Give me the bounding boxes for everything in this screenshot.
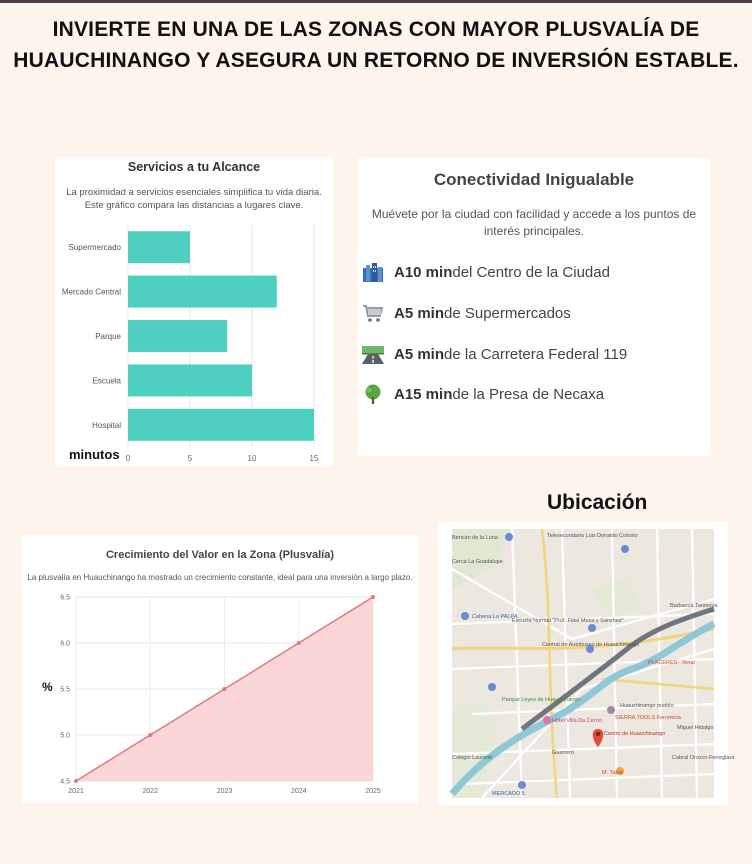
category-label: Mercado Central xyxy=(61,287,121,297)
map-label: Guerrero xyxy=(552,750,575,756)
data-point xyxy=(74,779,78,783)
category-label: Hospital xyxy=(92,420,121,430)
y-tick-label: 5.5 xyxy=(60,686,70,694)
top-border xyxy=(0,0,752,3)
connectivity-item-city xyxy=(362,261,610,283)
map-label: Centro de Huauchinango xyxy=(604,731,666,737)
connectivity-item-text: de la Carretera Federal 119 xyxy=(444,345,628,363)
x-tick-label: 2023 xyxy=(216,788,233,795)
x-tick-label: 2021 xyxy=(68,788,84,795)
map-label: Colegio Laurenti xyxy=(452,755,493,761)
map-label: Cerca La Guadalupe xyxy=(452,559,503,565)
x-tick-label: 2022 xyxy=(142,788,159,795)
data-point xyxy=(148,733,152,737)
data-point xyxy=(297,641,301,645)
connectivity-item-time: A15 min xyxy=(394,385,453,403)
y-tick-label: 6.5 xyxy=(60,594,70,602)
x-tick-label: 2025 xyxy=(365,788,381,795)
map-label: Cebena La PALPA xyxy=(472,614,518,620)
connectivity-card xyxy=(358,158,710,456)
connectivity-item-text: de Supermercados xyxy=(444,304,571,322)
connectivity-item-text: del Centro de la Ciudad xyxy=(452,263,610,281)
map-label: Parque Leyes de Huauchinango xyxy=(502,697,581,703)
bar xyxy=(128,231,190,263)
map-label: Hotel Villa Da Cerno xyxy=(552,718,602,724)
map-label: Bencán de la Luna xyxy=(452,535,498,541)
plusvalia-card xyxy=(22,535,418,803)
map-label: Cabral Orozco Ferreglara xyxy=(672,755,735,761)
headline-line-1: INVIERTE EN UNA DE LAS ZONAS CON MAYOR PLUSVALÍA DE xyxy=(52,18,700,41)
services-subtitle-line-2: Este gráfico compara las distancias a lugares clave. xyxy=(84,200,304,211)
map-label: Telesecundaria Luis Donaldo Colosio xyxy=(547,533,638,539)
connectivity-item-text: de la Presa de Necaxa xyxy=(452,385,605,403)
headline-line-2: HUAUCHINANGO Y ASEGURA UN RETORNO DE INVERSIÓN ESTABLE. xyxy=(13,49,739,72)
services-title: Servicios a tu Alcance xyxy=(127,160,261,174)
x-tick-label: 15 xyxy=(309,454,319,463)
map-label: Huauchinango pueblo xyxy=(620,703,674,709)
map-label: PLACERES · Rinal xyxy=(648,660,695,666)
map-label: Miguel Hidalgo xyxy=(677,725,714,731)
bar xyxy=(128,364,252,396)
x-tick-label: 10 xyxy=(247,454,257,463)
x-tick-label: 2024 xyxy=(290,788,307,795)
map-label: Barbacoa Tarimoya xyxy=(670,603,718,609)
y-tick-label: 6.0 xyxy=(60,640,70,648)
connectivity-item-time: A5 min xyxy=(394,304,445,322)
map-label: MERCADO 5 xyxy=(492,791,525,797)
map-label: Escuela Normal "Prof. Fidel Meza y Sánchez" xyxy=(512,618,624,624)
location-title: Ubicación xyxy=(547,491,648,514)
connectivity-item-time: A10 min xyxy=(394,263,453,281)
x-tick-label: 5 xyxy=(187,454,193,463)
connectivity-item-supermarket xyxy=(362,302,571,324)
location-map-card[interactable] xyxy=(438,522,735,805)
location-map[interactable] xyxy=(452,529,735,798)
plusvalia-unit-label: % xyxy=(42,680,53,694)
services-unit-label: minutos xyxy=(69,447,120,462)
cart-icon xyxy=(362,303,384,323)
map-label: Central de Autobuses de Huauchinango xyxy=(542,642,640,648)
highway-icon xyxy=(362,344,384,364)
data-point xyxy=(223,687,227,691)
connectivity-title: Conectividad Inigualable xyxy=(433,170,635,189)
page-headline xyxy=(0,14,752,76)
tree-icon xyxy=(362,384,384,404)
plusvalia-subtitle: La plusvalía en Huauchinango ha mostrado un crecimiento constante, ideal para una inversión a largo plazo. xyxy=(27,573,413,582)
city-icon xyxy=(362,262,384,282)
bar xyxy=(128,276,277,308)
map-label: M. Tapia xyxy=(602,770,623,776)
y-tick-label: 5.0 xyxy=(60,732,70,740)
connectivity-item-time: A5 min xyxy=(394,345,445,363)
plusvalia-title: Crecimiento del Valor en la Zona (Plusvalía) xyxy=(105,549,334,561)
bar xyxy=(128,320,227,352)
services-subtitle-line-1: La proximidad a servicios esenciales simplifica tu vida diaria. xyxy=(66,187,322,198)
bar xyxy=(128,409,314,441)
connectivity-subtitle: Muévete por la ciudad con facilidad y accede a los puntos de interés principales. xyxy=(371,207,697,238)
category-label: Escuela xyxy=(92,376,121,386)
plusvalia-area-chart xyxy=(22,535,418,803)
category-label: Parque xyxy=(95,332,121,341)
category-label: Supermercado xyxy=(68,243,121,253)
data-point xyxy=(371,595,375,599)
map-label: SIERRA TOOLS Ferretería xyxy=(615,715,681,721)
y-tick-label: 4.5 xyxy=(60,778,70,786)
x-tick-label: 0 xyxy=(125,454,131,463)
connectivity-item-dam xyxy=(362,383,604,405)
services-card xyxy=(55,157,333,466)
services-bar-chart xyxy=(55,157,333,466)
connectivity-item-highway xyxy=(362,343,627,365)
